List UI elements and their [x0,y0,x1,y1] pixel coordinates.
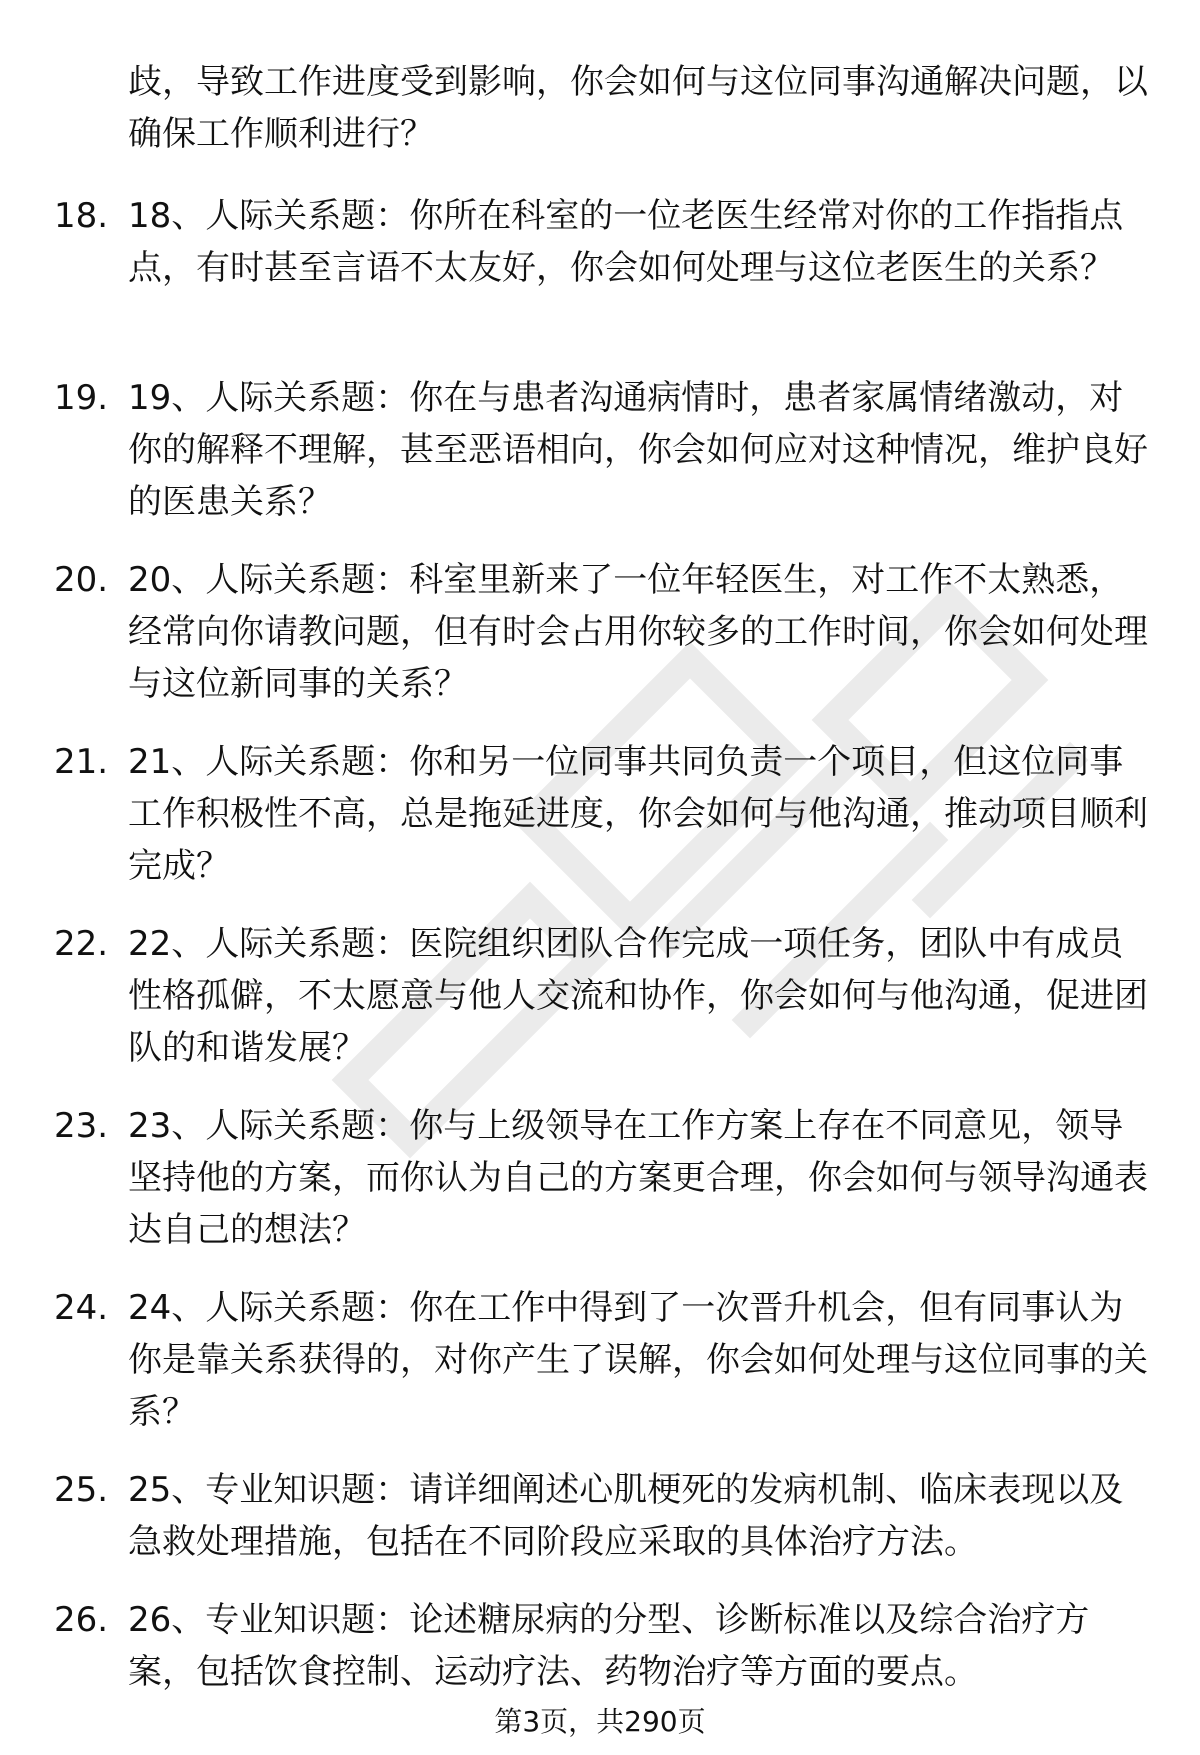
question-text: 23、人际关系题：你与上级领导在工作方案上存在不同意见，领导坚持他的方案，而你认为自己的方案更合理，你会如何与领导沟通表达自己的想法？ [128,1106,1148,1250]
question-text: 22、人际关系题：医院组织团队合作完成一项任务，团队中有成员性格孤僻，不太愿意与他人交流和协作，你会如何与他沟通，促进团队的和谐发展？ [128,924,1148,1068]
question-number: 25. [54,1470,109,1510]
continued-question-text: 歧，导致工作进度受到影响，你会如何与这位同事沟通解决问题，以确保工作顺利进行？ [128,62,1148,154]
question-text: 20、人际关系题：科室里新来了一位年轻医生，对工作不太熟悉，经常向你请教问题，但有时会占用你较多的工作时间，你会如何处理与这位新同事的关系？ [128,560,1148,704]
question-number: 21. [54,742,109,782]
question-text: 18、人际关系题：你所在科室的一位老医生经常对你的工作指指点点，有时甚至言语不太友好，你会如何处理与这位老医生的关系？ [128,196,1124,288]
question-number: 24. [54,1288,109,1328]
question-number: 22. [54,924,109,964]
question-number: 26. [54,1600,109,1640]
question-text: 21、人际关系题：你和另一位同事共同负责一个项目，但这位同事工作积极性不高，总是拖延进度，你会如何与他沟通，推动项目顺利完成？ [128,742,1148,886]
question-number: 23. [54,1106,109,1146]
question-text: 25、专业知识题：请详细阐述心肌梗死的发病机制、临床表现以及急救处理措施，包括在不同阶段应采取的具体治疗方法。 [128,1470,1124,1562]
question-number: 19. [54,378,109,418]
page-footer: 第3页，共290页 [494,1705,706,1738]
question-text: 26、专业知识题：论述糖尿病的分型、诊断标准以及综合治疗方案，包括饮食控制、运动疗法、药物治疗等方面的要点。 [128,1600,1090,1692]
question-number: 18. [54,196,109,236]
question-text: 19、人际关系题：你在与患者沟通病情时，患者家属情绪激动，对你的解释不理解，甚至恶语相向，你会如何应对这种情况，维护良好的医患关系？ [128,378,1148,522]
question-number: 20. [54,560,109,600]
question-text: 24、人际关系题：你在工作中得到了一次晋升机会，但有同事认为你是靠关系获得的，对你产生了误解，你会如何处理与这位同事的关系？ [128,1288,1148,1432]
